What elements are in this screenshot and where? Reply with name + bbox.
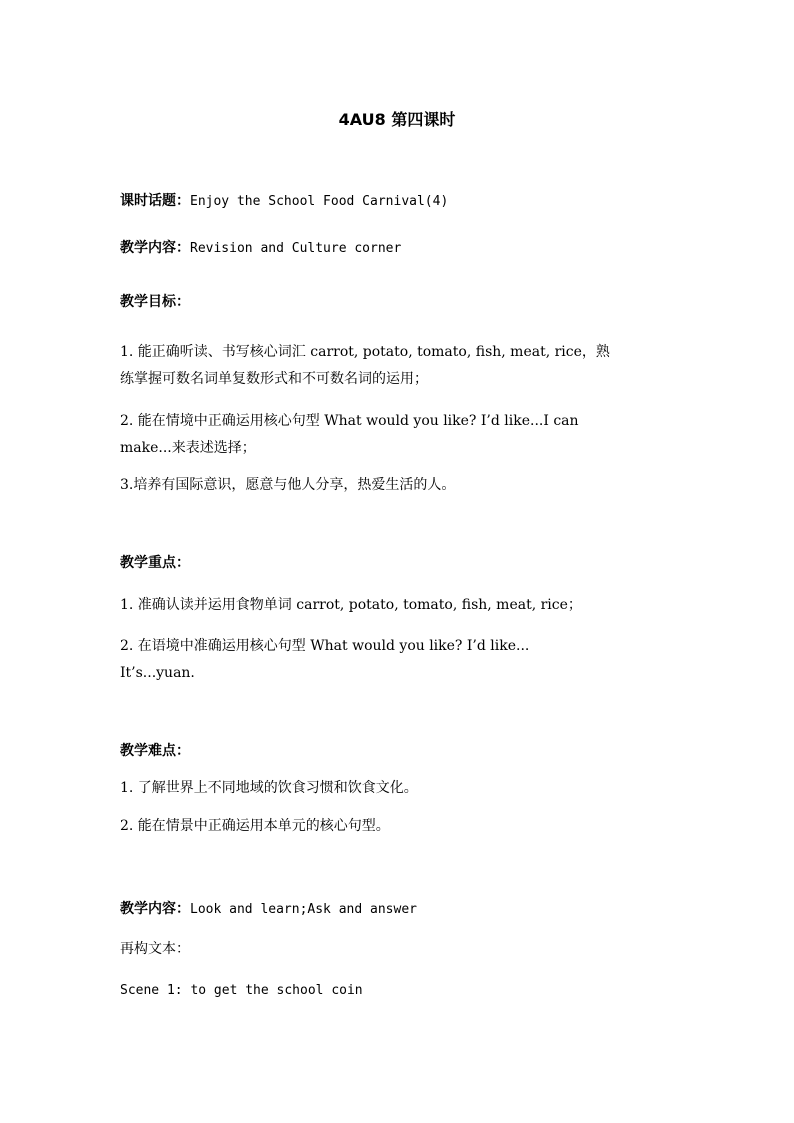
key-point-2-line-2: It’s...yuan.	[120, 665, 195, 681]
difficulties-heading: 教学难点：	[120, 743, 190, 759]
scene-1: Scene 1: to get the school coin	[120, 983, 363, 998]
key-point-1: 1. 准确认读并运用食物单词 carrot, potato, tomato, fish, meat, rice；	[120, 597, 582, 613]
goals-heading: 教学目标：	[120, 294, 190, 310]
topic-line	[120, 191, 448, 212]
goal-3: 3.培养有国际意识，愿意与他人分享，热爱生活的人。	[120, 477, 456, 493]
document-title: 4AU8 第四课时	[338, 110, 456, 129]
content-value-2: Look and learn;Ask and answer	[190, 902, 417, 917]
difficulty-1: 1. 了解世界上不同地域的饮食习惯和饮食文化。	[120, 780, 418, 796]
goal-2-line-2: make...来表述选择；	[120, 440, 256, 456]
topic-label: 课时话题：	[120, 193, 190, 209]
retext-label: 再构文本：	[120, 941, 190, 957]
content-line-2	[120, 899, 417, 920]
goal-1-line-2: 练掌握可数名词单复数形式和不可数名词的运用；	[120, 371, 428, 387]
content-line-1	[120, 238, 401, 259]
key-points-heading: 教学重点：	[120, 555, 190, 571]
topic-value: Enjoy the School Food Carnival(4)	[190, 194, 449, 209]
goal-2-line-1: 2. 能在情境中正确运用核心句型 What would you like? I’d like...I can	[120, 413, 579, 429]
key-point-2-line-1: 2. 在语境中准确运用核心句型 What would you like? I’d like...	[120, 638, 530, 654]
goal-1-line-1: 1. 能正确听读、书写核心词汇 carrot, potato, tomato, fish, meat, rice，熟	[120, 344, 610, 360]
content-label-2: 教学内容：	[120, 901, 190, 917]
difficulty-2: 2. 能在情景中正确运用本单元的核心句型。	[120, 818, 390, 834]
content-value-1: Revision and Culture corner	[190, 241, 402, 256]
content-label-1: 教学内容：	[120, 240, 190, 256]
